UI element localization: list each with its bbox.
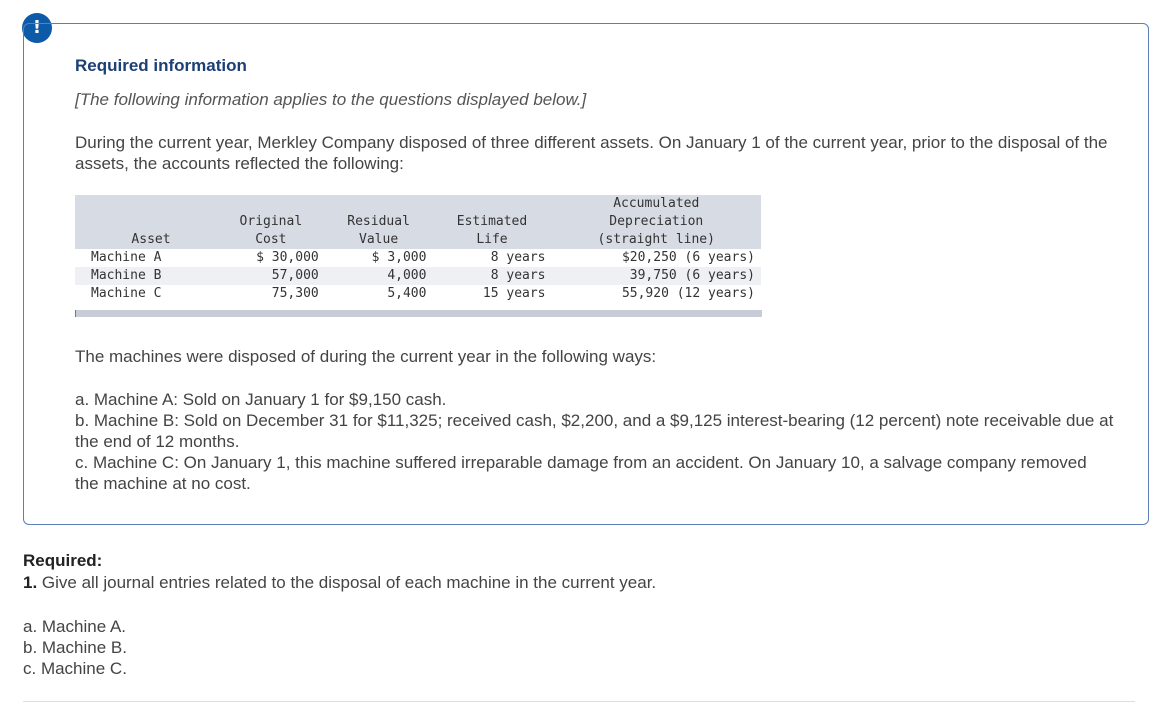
asset-table bbox=[75, 195, 761, 303]
table-header-row bbox=[75, 195, 761, 249]
cell-asset: Machine B bbox=[91, 268, 162, 283]
cell-residual: 5,400 bbox=[387, 286, 427, 301]
table-row bbox=[75, 285, 761, 303]
disposal-list bbox=[75, 389, 1115, 494]
header-original-cost: Original Cost bbox=[239, 214, 303, 247]
cell-depreciation: 39,750 (6 years) bbox=[629, 268, 755, 283]
header-asset: Asset bbox=[131, 232, 171, 247]
list-item: c. Machine C: On January 1, this machine suffered irreparable damage from an accident. On January 10, a salvage company removed the machine at no cost. bbox=[75, 453, 1087, 493]
cell-life: 8 years bbox=[490, 250, 546, 265]
machine-list bbox=[23, 616, 127, 679]
list-item: b. Machine B: Sold on December 31 for $11,325; received cash, $2,200, and a $9,125 interest-bearing (12 percent) note receivable due at the end of 12 months. bbox=[75, 411, 1114, 451]
header-accumulated-depreciation: Accumulated Depreciation (straight line) bbox=[597, 196, 715, 247]
required-question bbox=[23, 573, 656, 593]
divider bbox=[23, 701, 1135, 702]
required-information-title: Required information bbox=[75, 56, 247, 75]
machine-item-b: b. Machine B. bbox=[23, 638, 127, 657]
disposal-ways-text: The machines were disposed of during the current year in the following ways: bbox=[75, 347, 657, 366]
question-text: Give all journal entries related to the disposal of each machine in the current year. bbox=[41, 573, 657, 592]
header-residual-value: Residual Value bbox=[347, 214, 410, 247]
list-item: a. Machine A: Sold on January 1 for $9,150 cash. bbox=[75, 390, 447, 409]
cell-depreciation: 55,920 (12 years) bbox=[621, 286, 755, 301]
alert-icon: ! bbox=[22, 13, 52, 43]
cell-residual: 4,000 bbox=[387, 268, 427, 283]
required-label: Required: bbox=[23, 551, 103, 570]
cell-life: 15 years bbox=[482, 286, 546, 301]
cell-residual: $ 3,000 bbox=[371, 250, 427, 265]
cell-cost: 57,000 bbox=[271, 268, 319, 283]
cell-asset: Machine A bbox=[91, 250, 162, 265]
table-footer-bar bbox=[75, 310, 762, 317]
table-row bbox=[75, 267, 761, 285]
cell-asset: Machine C bbox=[91, 286, 162, 301]
cell-depreciation: $20,250 (6 years) bbox=[621, 250, 755, 265]
info-note: [The following information applies to the questions displayed below.] bbox=[75, 90, 587, 109]
table-row bbox=[75, 249, 761, 267]
machine-item-c: c. Machine C. bbox=[23, 659, 127, 678]
cell-cost: $ 30,000 bbox=[256, 250, 319, 265]
machine-item-a: a. Machine A. bbox=[23, 617, 127, 636]
header-estimated-life: Estimated Life bbox=[456, 214, 528, 247]
question-number: 1. bbox=[23, 573, 38, 592]
cell-cost: 75,300 bbox=[271, 286, 319, 301]
intro-paragraph: During the current year, Merkley Company disposed of three different assets. On January 1 of the current year, prior to the disposal of the assets, the accounts reflected the following: bbox=[75, 133, 1108, 173]
cell-life: 8 years bbox=[490, 268, 546, 283]
